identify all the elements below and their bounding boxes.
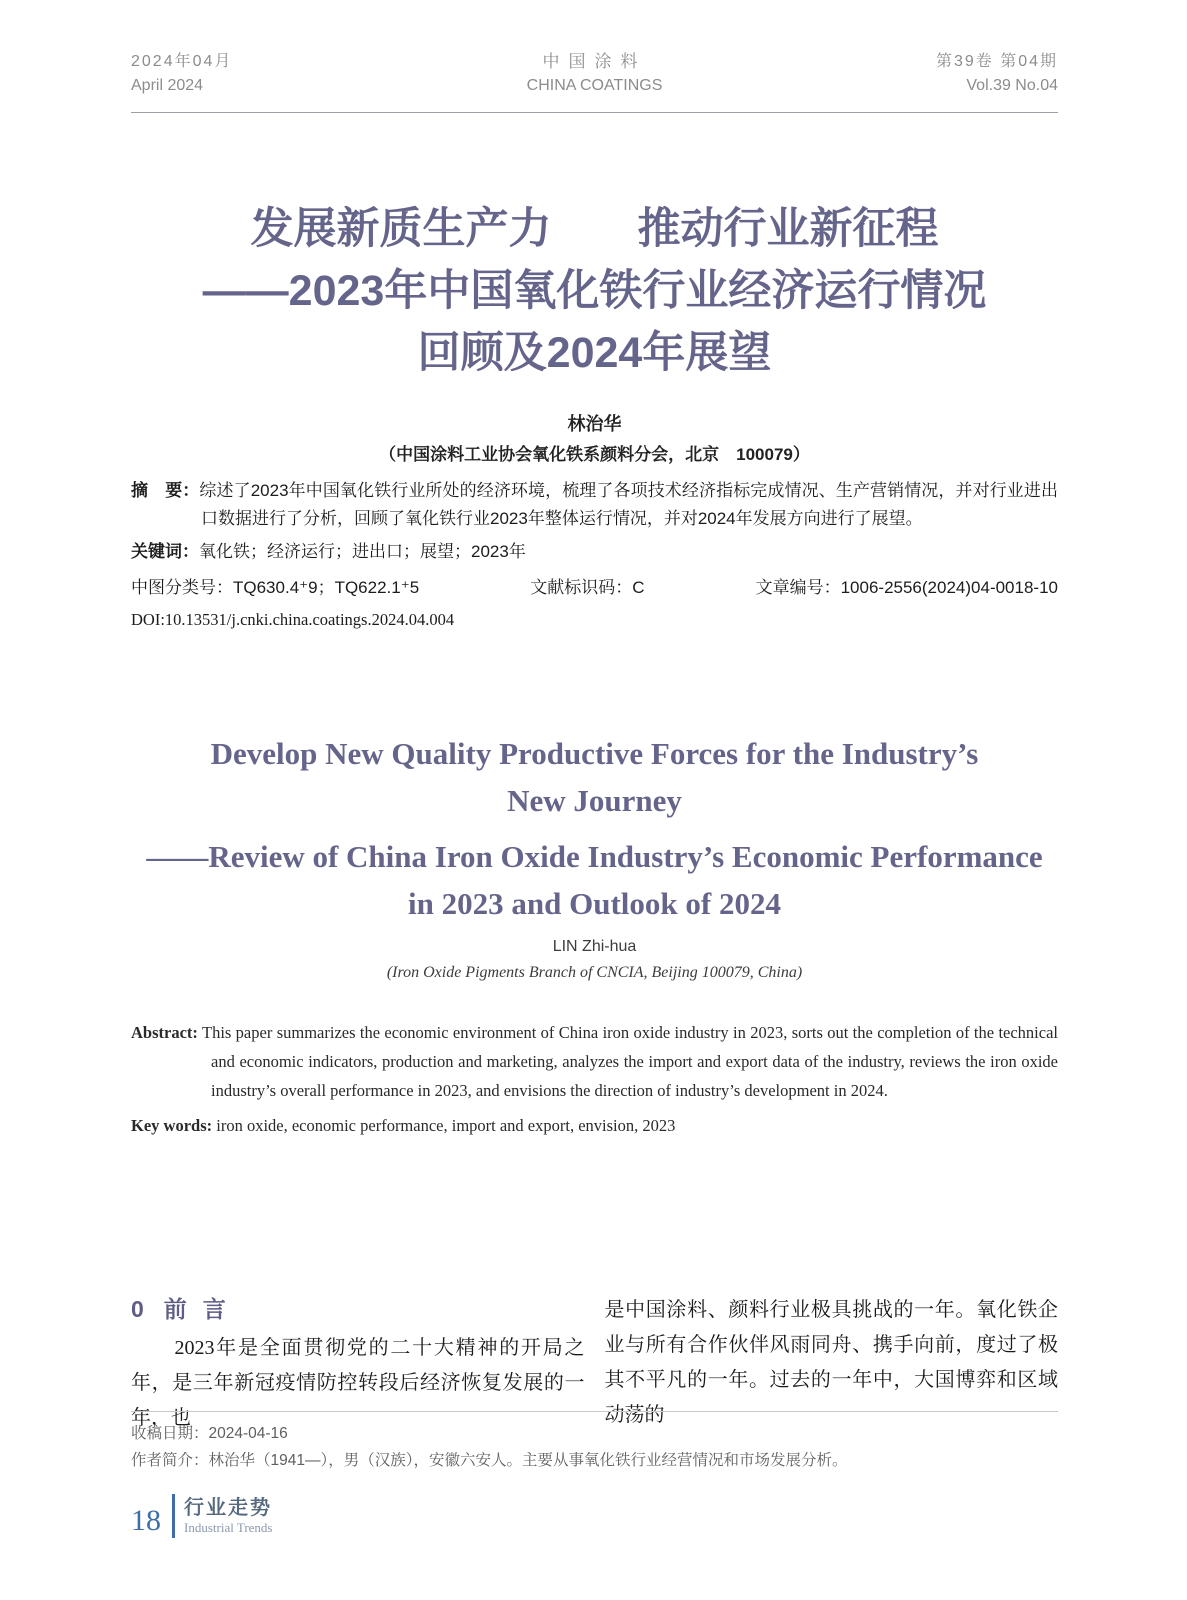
- footnotes: [131, 1420, 1058, 1474]
- abstract-block-en: [131, 1018, 1058, 1140]
- article-id: 文章编号：1006-2556(2024)04-0018-10: [755, 578, 1058, 597]
- received-date: 收稿日期：2024-04-16: [131, 1425, 288, 1442]
- document-code: 文献标识码：C: [530, 578, 645, 597]
- author-zh: 林治华: [567, 414, 622, 434]
- body-column-left: [131, 1293, 585, 1436]
- keywords-en: [131, 1111, 1058, 1140]
- journal-name-en: CHINA COATINGS: [526, 77, 663, 94]
- keywords-en-label: Key words:: [131, 1116, 213, 1135]
- doi: DOI:10.13531/j.cnki.china.coatings.2024.04.004: [131, 610, 455, 629]
- paragraph-right: 是中国涂料、颜料行业极具挑战的一年。氧化铁企业与所有合作伙伴风雨同舟、携手向前，度过了极其不平凡的一年。过去的一年中，大国博弈和区域动荡的: [604, 1299, 1058, 1426]
- abstract-en: [131, 1018, 1058, 1105]
- issue-zh: 第39卷 第04期: [935, 53, 1058, 70]
- affiliation-zh: （中国涂料工业协会氧化铁系颜料分会，北京 100079）: [379, 445, 810, 464]
- article-title-zh: [131, 198, 1058, 384]
- page-footer: [131, 1494, 272, 1538]
- date-en: April 2024: [131, 77, 204, 94]
- running-head-journal: [440, 50, 749, 98]
- title-en-line1: Develop New Quality Productive Forces for the Industry’s: [210, 736, 979, 771]
- abstract-en-label: Abstract:: [131, 1023, 198, 1042]
- keywords-zh: [131, 538, 1058, 566]
- column-name-zh: 行业走势: [184, 1497, 272, 1519]
- footer-divider-bar: [172, 1494, 175, 1538]
- keywords-zh-label: 关键词：: [131, 542, 199, 561]
- title-zh-line2: ——2023年中国氧化铁行业经济运行情况: [202, 267, 987, 315]
- journal-name-zh: 中国涂料: [542, 52, 647, 71]
- author-bio: 作者简介：林治华（1941—），男（汉族），安徽六安人。主要从事氧化铁行业经营情况和市场发展分析。: [131, 1452, 848, 1469]
- body-columns: [131, 1293, 1058, 1436]
- title-zh-line3: 回顾及2024年展望: [417, 329, 772, 377]
- section-heading: [131, 1293, 585, 1325]
- clc-number: 中图分类号：TQ630.4⁺9；TQ622.1⁺5: [131, 578, 420, 597]
- title-en-line2: New Journey: [507, 783, 682, 818]
- page-number: 18: [131, 1504, 161, 1537]
- classification-row: [131, 575, 1058, 601]
- title-zh-line1: 发展新质生产力 推动行业新征程: [250, 205, 939, 253]
- date-zh: 2024年04月: [131, 53, 233, 70]
- abstract-block-zh: [131, 477, 1058, 632]
- section-number: 0: [131, 1296, 144, 1322]
- article-title-en: [131, 730, 1058, 927]
- keywords-en-text: iron oxide, economic performance, import and export, envision, 2023: [216, 1116, 676, 1135]
- footnote-rule: [131, 1411, 1058, 1412]
- footer-column-name: [184, 1496, 272, 1536]
- abstract-zh-text: 综述了2023年中国氧化铁行业所处的经济环境，梳理了各项技术经济指标完成情况、生产营销情况，并对行业进出口数据进行了分析，回顾了氧化铁行业2023年整体运行情况，并对2024年发展方向进行了展望。: [199, 481, 1058, 528]
- title-en-line4: in 2023 and Outlook of 2024: [408, 886, 781, 921]
- running-head-issue: [749, 50, 1058, 98]
- paragraph-left: 2023年是全面贯彻党的二十大精神的开局之年，是三年新冠疫情防控转段后经济恢复发展的一年，也: [131, 1337, 585, 1429]
- header-rule: [131, 112, 1058, 113]
- keywords-zh-text: 氧化铁；经济运行；进出口；展望；2023年: [199, 542, 526, 561]
- column-name-en: Industrial Trends: [184, 1520, 273, 1535]
- issue-en: Vol.39 No.04: [966, 77, 1058, 94]
- abstract-zh-label: 摘 要：: [131, 481, 200, 500]
- running-head: [131, 50, 1058, 98]
- abstract-zh: [131, 477, 1058, 533]
- author-en: LIN Zhi-hua: [552, 938, 637, 955]
- abstract-en-text: This paper summarizes the economic environment of China iron oxide industry in 2023, sorts out the completion of the technical and economic indicators, production and marketing, analyzes the import and export data of the industry, reviews the iron oxide industry’s overall performance in 2023, and envisions the direction of industry’s development in 2024.: [201, 1023, 1059, 1100]
- affiliation-en: (Iron Oxide Pigments Branch of CNCIA, Beijing 100079, China): [386, 964, 803, 981]
- body-column-right: [605, 1293, 1059, 1436]
- running-head-date: [131, 50, 440, 98]
- section-title: 前言: [163, 1296, 242, 1322]
- title-en-line3: ——Review of China Iron Oxide Industry’s Economic Performance: [146, 839, 1043, 874]
